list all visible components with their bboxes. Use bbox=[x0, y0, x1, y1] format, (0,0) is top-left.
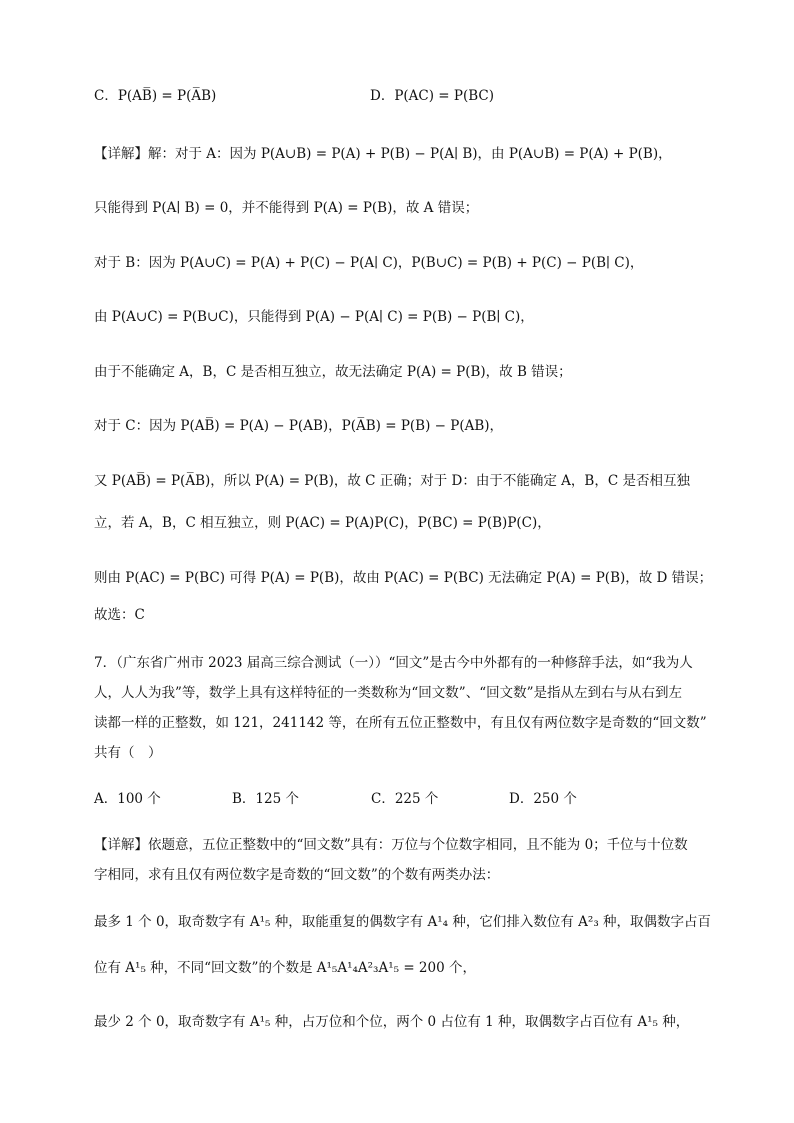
q7-option-d: D．250 个 bbox=[509, 791, 577, 807]
q7-option-a: A．100 个 bbox=[94, 791, 161, 807]
solution-line-3: 对于 B：因为 P(A∪C) = P(A) + P(C) − P(A∣ C)，P(B∪C) = P(B) + P(C) − P(B∣ C)， bbox=[94, 255, 644, 271]
q7-solution-line-4: 位有 A¹₅ 种，不同“回文数”的个数是 A¹₅A¹₄A²₃A¹₅ = 200 个， bbox=[94, 960, 476, 976]
q7-option-b: B．125 个 bbox=[232, 791, 299, 807]
question-7-line-4: 共有（ ） bbox=[94, 745, 162, 761]
solution-line-8: 立，若 A，B，C 相互独立，则 P(AC) = P(A)P(C)，P(BC) = P(B)P(C)， bbox=[94, 515, 551, 531]
solution-line-5: 由于不能确定 A，B，C 是否相互独立，故无法确定 P(A) = P(B)，故 B 错误； bbox=[94, 364, 572, 380]
question-7-line-1: 7．（广东省广州市 2023 届高三综合测试（一））“回文”是古今中外都有的一种修辞手法，如“我为人 bbox=[94, 655, 693, 671]
q7-option-c: C．225 个 bbox=[371, 791, 439, 807]
solution-line-1: 【详解】解：对于 A：因为 P(A∪B) = P(A) + P(B) − P(A∣ B)，由 P(A∪B) = P(A) + P(B)， bbox=[94, 146, 672, 162]
option-c: C．P(AB̅) = P(A̅B) bbox=[94, 88, 217, 104]
solution-line-10: 故选：C bbox=[94, 607, 145, 623]
q7-solution-line-3: 最多 1 个 0，取奇数字有 A¹₅ 种，取能重复的偶数字有 A¹₄ 种，它们排入数位有 A²₃ 种，取偶数字占百 bbox=[94, 914, 712, 930]
option-d: D．P(AC) = P(BC) bbox=[370, 88, 495, 104]
q7-solution-line-1: 【详解】依题意，五位正整数中的“回文数”具有：万位与个位数字相同，且不能为 0；千位与十位数 bbox=[94, 837, 688, 853]
solution-line-2: 只能得到 P(A∣ B) = 0，并不能得到 P(A) = P(B)，故 A 错误； bbox=[94, 200, 479, 216]
q7-solution-line-2: 字相同，求有且仅有两位数字是奇数的“回文数”的个数有两类办法： bbox=[94, 867, 500, 883]
solution-line-7: 又 P(AB̅) = P(A̅B)，所以 P(A) = P(B)，故 C 正确；对于 D：由于不能确定 A，B，C 是否相互独 bbox=[94, 473, 690, 489]
question-7-line-2: 人，人人为我”等，数学上具有这样特征的一类数称为“回文数”、“回文数”是指从左到右与从右到左 bbox=[94, 685, 683, 701]
q7-solution-line-5: 最少 2 个 0，取奇数字有 A¹₅ 种，占万位和个位，两个 0 占位有 1 种，取偶数字占百位有 A¹₅ 种， bbox=[94, 1014, 690, 1030]
solution-line-9: 则由 P(AC) = P(BC) 可得 P(A) = P(B)，故由 P(AC) = P(BC) 无法确定 P(A) = P(B)，故 D 错误； bbox=[94, 570, 713, 586]
question-7-line-3: 读都一样的正整数，如 121，241142 等，在所有五位正整数中，有且仅有两位数字是奇数的“回文数” bbox=[94, 715, 707, 731]
solution-line-4: 由 P(A∪C) = P(B∪C)，只能得到 P(A) − P(A∣ C) = P(B) − P(B∣ C)， bbox=[94, 309, 534, 325]
solution-line-6: 对于 C：因为 P(AB̅) = P(A) − P(AB)，P(A̅B) = P(B) − P(AB)， bbox=[94, 418, 504, 434]
